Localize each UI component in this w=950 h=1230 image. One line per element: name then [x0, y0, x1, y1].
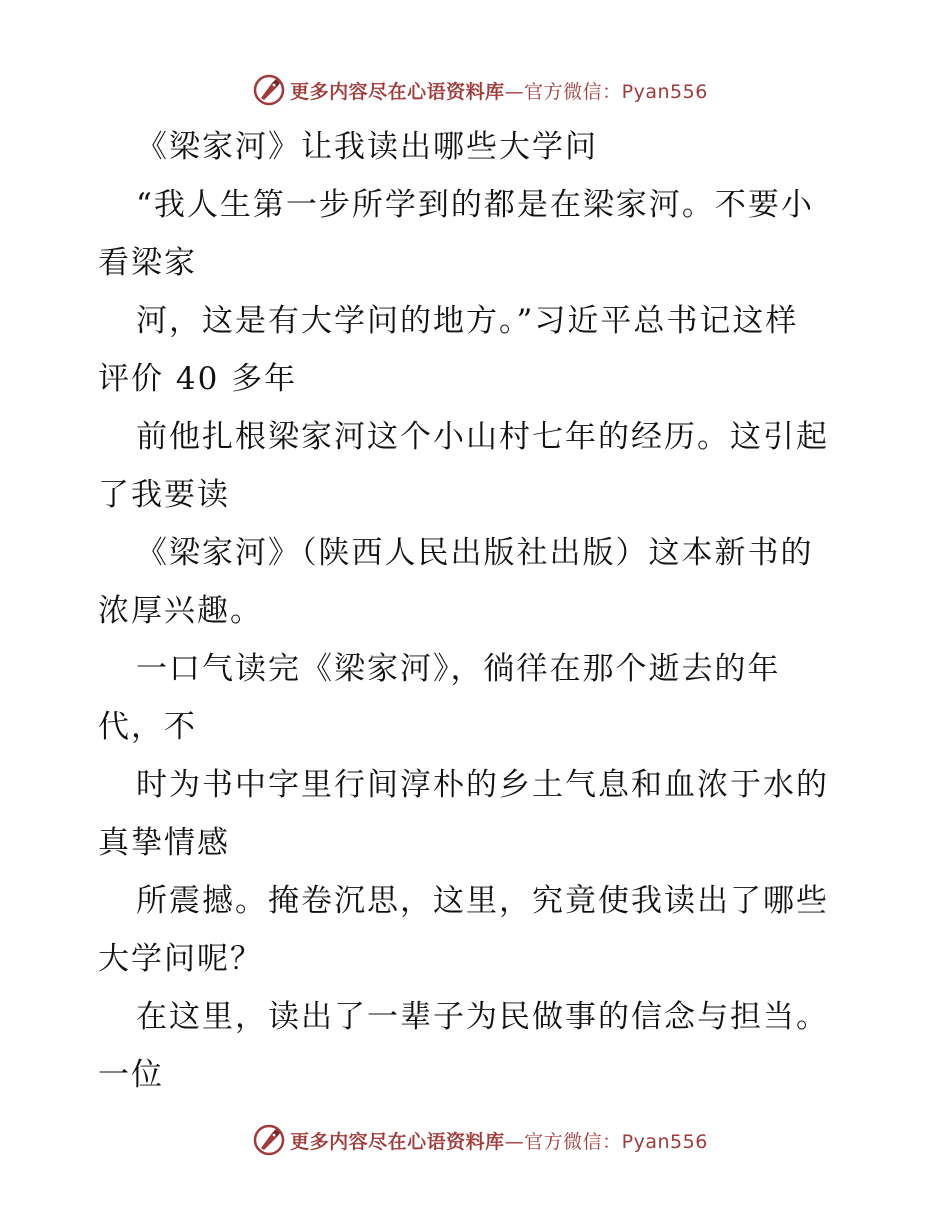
header-banner	[0, 70, 950, 110]
paragraph-line: 一位	[98, 1057, 164, 1093]
paragraph-line: 代，不	[98, 709, 197, 745]
pen-nib-logo-icon	[252, 1123, 286, 1157]
paragraph-line: 大学问呢？	[98, 941, 263, 977]
paragraph-line: 在这里，读出了一辈子为民做事的信念与担当。	[136, 999, 829, 1035]
pen-nib-logo-icon	[252, 73, 286, 107]
paragraph-line: “我人生第一步所学到的都是在梁家河。不要小	[136, 187, 814, 223]
document-body	[98, 118, 858, 1104]
footer-banner-content	[252, 1123, 708, 1157]
header-banner-text	[290, 77, 708, 104]
paragraph-line: 看梁家	[98, 245, 197, 281]
paragraph-line: 浓厚兴趣。	[98, 593, 263, 629]
document-title: 《梁家河》让我读出哪些大学问	[136, 129, 598, 165]
footer-banner-text	[290, 1127, 708, 1154]
footer-banner-sub-text: —官方微信：Pyan556	[504, 1130, 708, 1153]
paragraph-line: 了我要读	[98, 477, 230, 513]
paragraph-line: 时为书中字里行间淳朴的乡土气息和血浓于水的	[136, 767, 829, 803]
paragraph-line: 前他扎根梁家河这个小山村七年的经历。这引起	[136, 419, 829, 455]
header-banner-main-text: 更多内容尽在心语资料库	[290, 80, 505, 103]
paragraph-line: 河，这是有大学问的地方。”习近平总书记这样	[136, 303, 799, 339]
header-banner-content	[252, 73, 708, 107]
footer-banner	[0, 1120, 950, 1160]
footer-banner-main-text: 更多内容尽在心语资料库	[290, 1130, 505, 1153]
paragraph-line: 真挚情感	[98, 825, 230, 861]
header-banner-sub-text: —官方微信：Pyan556	[504, 80, 708, 103]
paragraph-line: 评价 40 多年	[98, 361, 298, 397]
paragraph-line: 《梁家河》（陕西人民出版社出版）这本新书的	[136, 535, 814, 571]
paragraph-line: 一口气读完《梁家河》，徜徉在那个逝去的年	[136, 651, 781, 687]
paragraph-line: 所震撼。掩卷沉思，这里，究竟使我读出了哪些	[136, 883, 829, 919]
